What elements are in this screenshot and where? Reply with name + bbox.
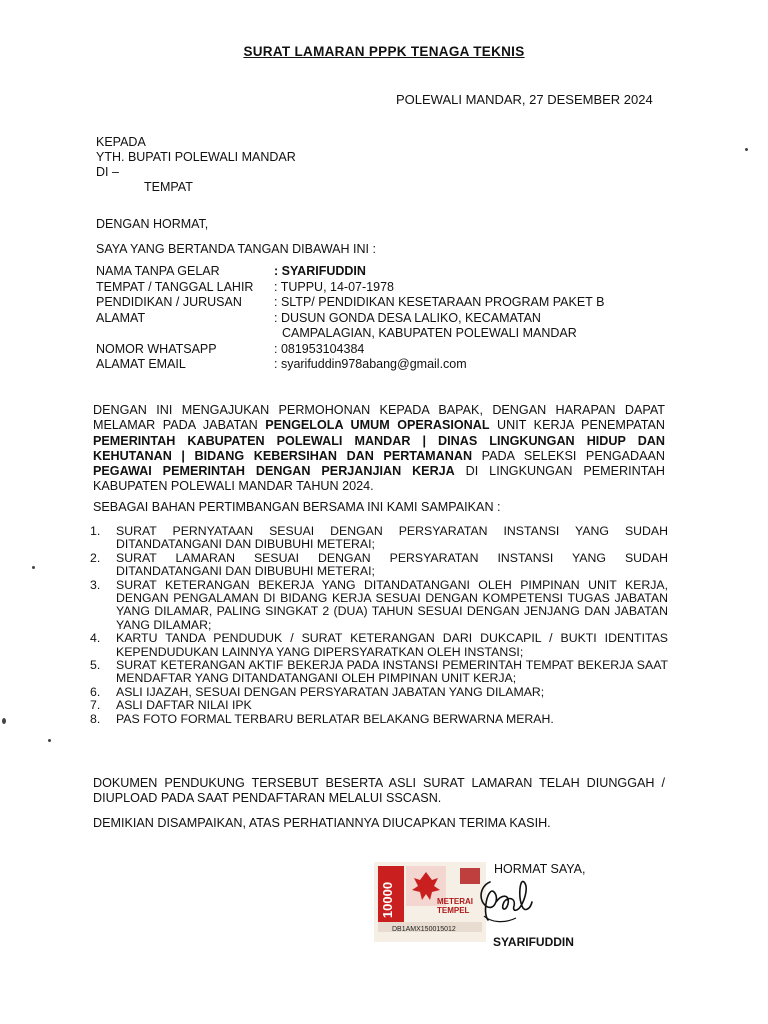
field-label: TEMPAT / TANGGAL LAHIR xyxy=(96,279,254,294)
signer-name: SYARIFUDDIN xyxy=(493,935,574,949)
address-line-1: : DUSUN GONDA DESA LALIKO, KECAMATAN xyxy=(274,310,541,325)
scan-speck xyxy=(745,148,748,151)
field-value: : SLTP/ PENDIDIKAN KESETARAAN PROGRAM PAKET B xyxy=(274,295,605,309)
supporting-docs-paragraph: DOKUMEN PENDUKUNG TERSEBUT BESERTA ASLI SURAT LAMARAN TELAH DIUNGGAH / DIUPLOAD PADA SAAT PENDAFTARAN MELALUI SSCASN. xyxy=(93,776,665,806)
field-row xyxy=(96,357,654,373)
field-row xyxy=(96,280,654,296)
recipient-line: KEPADA xyxy=(96,135,146,149)
field-label: PENDIDIKAN / JURUSAN xyxy=(96,295,242,309)
list-number: 6. xyxy=(90,684,101,699)
paragraph-text: PADA SELEKSI PENGADAAN xyxy=(472,448,666,463)
list-text: ASLI DAFTAR NILAI IPK xyxy=(116,698,252,713)
field-label: NOMOR WHATSAPP xyxy=(96,341,217,356)
list-item xyxy=(90,686,668,699)
list-number: 8. xyxy=(90,711,101,726)
list-number: 1. xyxy=(90,524,101,538)
recipient-line: TEMPAT xyxy=(144,180,193,194)
address-line-2: CAMPALAGIAN, KABUPATEN POLEWALI MANDAR xyxy=(282,326,577,340)
attachments-intro: SEBAGAI BAHAN PERTIMBANGAN BERSAMA INI KAMI SAMPAIKAN : xyxy=(93,500,501,514)
field-value: : 081953104384 xyxy=(274,341,365,356)
field-row xyxy=(96,295,654,311)
list-item xyxy=(90,699,668,712)
paragraph-bold: PENGELOLA UMUM OPERASIONAL xyxy=(265,418,490,433)
list-item xyxy=(90,659,668,686)
list-item xyxy=(90,552,668,579)
field-value: : TUPPU, 14-07-1978 xyxy=(274,279,394,294)
list-item xyxy=(90,713,668,726)
scan-speck xyxy=(32,566,35,569)
list-number: 7. xyxy=(90,698,101,713)
scan-speck xyxy=(48,739,51,742)
field-row xyxy=(96,311,654,342)
list-item xyxy=(90,579,668,633)
place-date: POLEWALI MANDAR, 27 DESEMBER 2024 xyxy=(396,92,653,107)
paragraph-text: DENGAN INI MENGAJUKAN PERMOHONAN KEPADA BAPAK, DENGAN HARAPAN DAPAT MELAMAR PADA JABATAN xyxy=(93,403,665,433)
recipient-line: DI – xyxy=(96,165,119,179)
list-text: SURAT LAMARAN SESUAI DENGAN PERSYARATAN INSTANSI YANG SUDAH DITANDATANGANI DAN DIBUBUHI METERAI; xyxy=(116,550,668,579)
paragraph-text: DI LINGKUNGAN PEMERINTAH KABUPATEN POLEWALI MANDAR TAHUN 2024. xyxy=(93,464,665,494)
field-label: ALAMAT xyxy=(96,310,146,325)
stamp-label-2: TEMPEL xyxy=(437,906,470,915)
paragraph-bold: PEMERINTAH KABUPATEN POLEWALI MANDAR | DINAS LINGKUNGAN HIDUP DAN KEHUTANAN | BIDANG KEBERSIHAN DAN PERTAMANAN xyxy=(93,433,665,463)
letter-title: SURAT LAMARAN PPPK TENAGA TEKNIS xyxy=(243,44,525,59)
field-label: ALAMAT EMAIL xyxy=(96,357,186,371)
list-text: PAS FOTO FORMAL TERBARU BERLATAR BELAKANG BERWARNA MERAH. xyxy=(116,711,554,726)
field-value xyxy=(274,311,654,342)
field-value: : SYARIFUDDIN xyxy=(274,264,366,278)
greeting: DENGAN HORMAT, xyxy=(96,217,209,231)
field-row xyxy=(96,342,654,358)
list-text: SURAT PERNYATAAN SESUAI DENGAN PERSYARATAN INSTANSI YANG SUDAH DITANDATANGANI DAN DIBUBUHI METERAI; xyxy=(116,524,668,552)
field-value: : syarifuddin978abang@gmail.com xyxy=(274,357,467,371)
intro-line: SAYA YANG BERTANDA TANGAN DIBAWAH INI : xyxy=(96,242,376,256)
list-number: 3. xyxy=(90,577,101,592)
closing-paragraph: DEMIKIAN DISAMPAIKAN, ATAS PERHATIANNYA DIUCAPKAN TERIMA KASIH. xyxy=(93,816,551,830)
list-number: 5. xyxy=(90,658,101,673)
list-item xyxy=(90,632,668,659)
list-number: 4. xyxy=(90,631,101,646)
stamp-serial: DB1AMX150015012 xyxy=(392,926,456,933)
list-number: 2. xyxy=(90,550,101,565)
handwritten-signature xyxy=(470,872,550,932)
paragraph-text: UNIT KERJA PENEMPATAN xyxy=(489,418,666,433)
list-text: SURAT KETERANGAN AKTIF BEKERJA PADA INSTANSI PEMERINTAH TEMPAT BEKERJA SAAT MENDAFTAR YANG DITANDATANGANI OLEH PIMPINAN UNIT KERJA; xyxy=(116,658,668,686)
list-item xyxy=(90,525,668,552)
closing-salutation: HORMAT SAYA, xyxy=(494,862,586,876)
attachments-list xyxy=(90,525,668,726)
recipient-line: YTH. BUPATI POLEWALI MANDAR xyxy=(96,150,296,164)
application-paragraph xyxy=(93,403,665,495)
paragraph-bold: PEGAWAI PEMERINTAH DENGAN PERJANJIAN KERJA xyxy=(93,464,455,479)
field-label: NAMA TANPA GELAR xyxy=(96,264,220,278)
applicant-fields xyxy=(96,264,654,373)
list-text: ASLI IJAZAH, SESUAI DENGAN PERSYARATAN JABATAN YANG DILAMAR; xyxy=(116,684,545,699)
recipient-block xyxy=(96,135,296,195)
field-row xyxy=(96,264,654,280)
list-text: SURAT KETERANGAN BEKERJA YANG DITANDATANGANI OLEH PIMPINAN UNIT KERJA, DENGAN PENGALAMAN DI BIDANG KERJA SESUAI DENGAN KOMPETENSI TUGAS JABATAN YANG DILAMAR, PALING SINGKAT 2 (DUA) TAHUN SESUAI DENGAN JENJANG DAN JABATAN YANG DILAMAR; xyxy=(116,577,668,632)
stamp-value: 10000 xyxy=(380,881,395,919)
list-text: KARTU TANDA PENDUDUK / SURAT KETERANGAN DARI DUKCAPIL / BUKTI IDENTITAS KEPENDUDUKAN LAINNYA YANG DIPERSYARATKAN OLEH INSTANSI; xyxy=(116,631,668,659)
scan-speck xyxy=(2,718,6,724)
stamp-label-1: METERAI xyxy=(437,897,473,906)
stamp-label xyxy=(437,897,473,915)
